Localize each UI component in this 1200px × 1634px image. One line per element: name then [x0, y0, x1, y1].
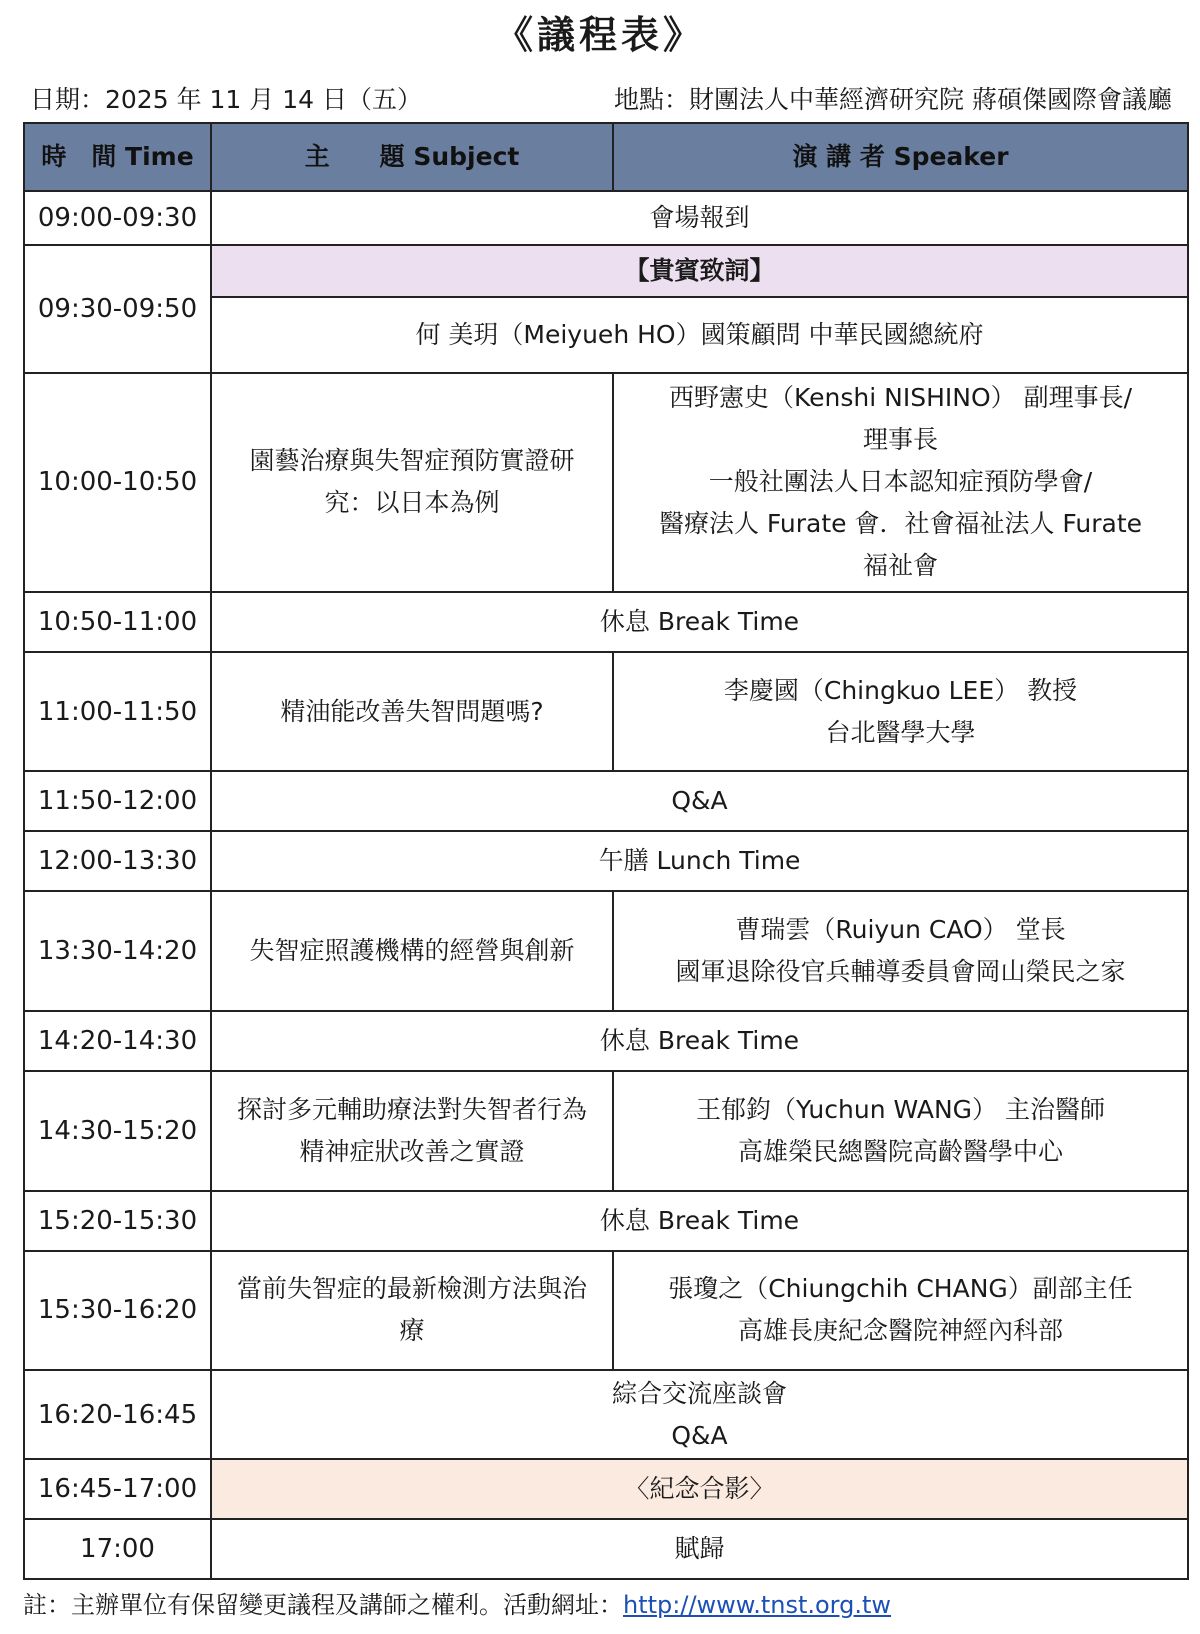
span-cell: 休息 Break Time: [211, 1011, 1188, 1071]
table-row: [24, 1191, 1188, 1251]
subject-cell: [211, 1071, 613, 1191]
subject-cell: 失智症照護機構的經營與創新: [211, 891, 613, 1011]
subject-cell: [211, 373, 613, 592]
time-cell: 13:30-14:20: [24, 891, 211, 1011]
speaker-line: 醫療法人 Furate 會．社會福祉法人 Furate: [658, 509, 1143, 539]
speaker-line: 西野憲史（Kenshi NISHINO） 副理事長/: [668, 383, 1132, 413]
speaker-cell: [613, 652, 1188, 772]
footer-note: [23, 1585, 891, 1620]
subject-line: 當前失智症的最新檢測方法與治: [236, 1274, 587, 1304]
span-cell: 午膳 Lunch Time: [211, 831, 1188, 891]
header-time: 時 間 Time: [24, 123, 211, 191]
photo-cell: 〈紀念合影〉: [211, 1459, 1188, 1519]
span-cell: Q&A: [211, 771, 1188, 831]
span-cell: [211, 1370, 1188, 1459]
span-cell: 休息 Break Time: [211, 1191, 1188, 1251]
speaker-line: 高雄長庚紀念醫院神經內科部: [737, 1316, 1063, 1346]
speaker-line: 國軍退除役官兵輔導委員會岡山榮民之家: [675, 957, 1126, 987]
time-cell: 16:45-17:00: [24, 1459, 211, 1519]
speaker-line: 張瓊之（Chiungchih CHANG）副部主任: [668, 1274, 1133, 1304]
time-cell: 09:30-09:50: [24, 245, 211, 373]
time-cell: 10:50-11:00: [24, 592, 211, 652]
speaker-line: 一般社團法人日本認知症預防學會/: [708, 467, 1093, 497]
time-cell: 10:00-10:50: [24, 373, 211, 592]
time-cell: 12:00-13:30: [24, 831, 211, 891]
speaker-line: 福祉會: [862, 551, 938, 581]
time-cell: 14:20-14:30: [24, 1011, 211, 1071]
table-row: [24, 1370, 1188, 1459]
table-row: [24, 652, 1188, 772]
table-row: [24, 1251, 1188, 1371]
table-row: [24, 245, 1188, 298]
time-cell: 16:20-16:45: [24, 1370, 211, 1459]
website-link[interactable]: http://www.tnst.org.tw: [623, 1591, 892, 1619]
span-cell: 會場報到: [211, 191, 1188, 245]
subject-cell: 精油能改善失智問題嗎?: [211, 652, 613, 772]
time-cell: 11:00-11:50: [24, 652, 211, 772]
table-row: [24, 771, 1188, 831]
page-title: 《議程表》: [494, 13, 705, 57]
speaker-line: 台北醫學大學: [825, 717, 976, 747]
subject-text: 園藝治療與失智症預防實證研究：以日本為例: [249, 446, 575, 518]
subject-line: 精神症狀改善之實證: [299, 1136, 525, 1166]
header-row: [24, 123, 1188, 191]
welcome-heading: 【貴賓致詞】: [211, 245, 1188, 298]
speaker-line: 高雄榮民總醫院高齡醫學中心: [737, 1136, 1063, 1166]
header-subject: 主 題 Subject: [211, 123, 613, 191]
table-row: [24, 891, 1188, 1011]
table-row: [24, 831, 1188, 891]
time-cell: 15:20-15:30: [24, 1191, 211, 1251]
table-row: [24, 1459, 1188, 1519]
time-cell: 09:00-09:30: [24, 191, 211, 245]
speaker-line: 曹瑞雲（Ruiyun CAO） 堂長: [735, 915, 1066, 945]
footer-text: 註：主辦單位有保留變更議程及講師之權利。活動網址：: [23, 1591, 623, 1619]
table-row: [24, 191, 1188, 245]
event-venue: 地點：財團法人中華經濟研究院 蔣碩傑國際會議廳: [614, 85, 1172, 114]
span-cell: 賦歸: [211, 1519, 1188, 1579]
time-cell: 14:30-15:20: [24, 1071, 211, 1191]
event-date: 日期：2025 年 11 月 14 日（五）: [30, 85, 422, 114]
speaker-cell: [613, 373, 1188, 592]
span-line: 綜合交流座談會: [611, 1378, 787, 1408]
speaker-cell: [613, 891, 1188, 1011]
time-cell: 11:50-12:00: [24, 771, 211, 831]
table-row: [24, 373, 1188, 592]
table-row: [24, 1011, 1188, 1071]
time-cell: 17:00: [24, 1519, 211, 1579]
subject-line: 療: [399, 1316, 425, 1346]
header-speaker: 演 講 者 Speaker: [613, 123, 1188, 191]
speaker-line: 理事長: [862, 425, 938, 455]
table-row: [24, 592, 1188, 652]
table-row: [24, 1519, 1188, 1579]
agenda-table: [23, 122, 1189, 1580]
speaker-line: 王郁鈞（Yuchun WANG） 主治醫師: [696, 1094, 1105, 1124]
subject-line: 探討多元輔助療法對失智者行為: [236, 1094, 587, 1124]
span-cell: 休息 Break Time: [211, 592, 1188, 652]
subject-cell: [211, 1251, 613, 1371]
span-line: Q&A: [671, 1420, 728, 1450]
table-row: [24, 1071, 1188, 1191]
speaker-cell: [613, 1071, 1188, 1191]
speaker-cell: [613, 1251, 1188, 1371]
time-cell: 15:30-16:20: [24, 1251, 211, 1371]
speaker-line: 李慶國（Chingkuo LEE） 教授: [723, 675, 1078, 705]
span-cell: 何 美玥（Meiyueh HO）國策顧問 中華民國總統府: [211, 297, 1188, 372]
